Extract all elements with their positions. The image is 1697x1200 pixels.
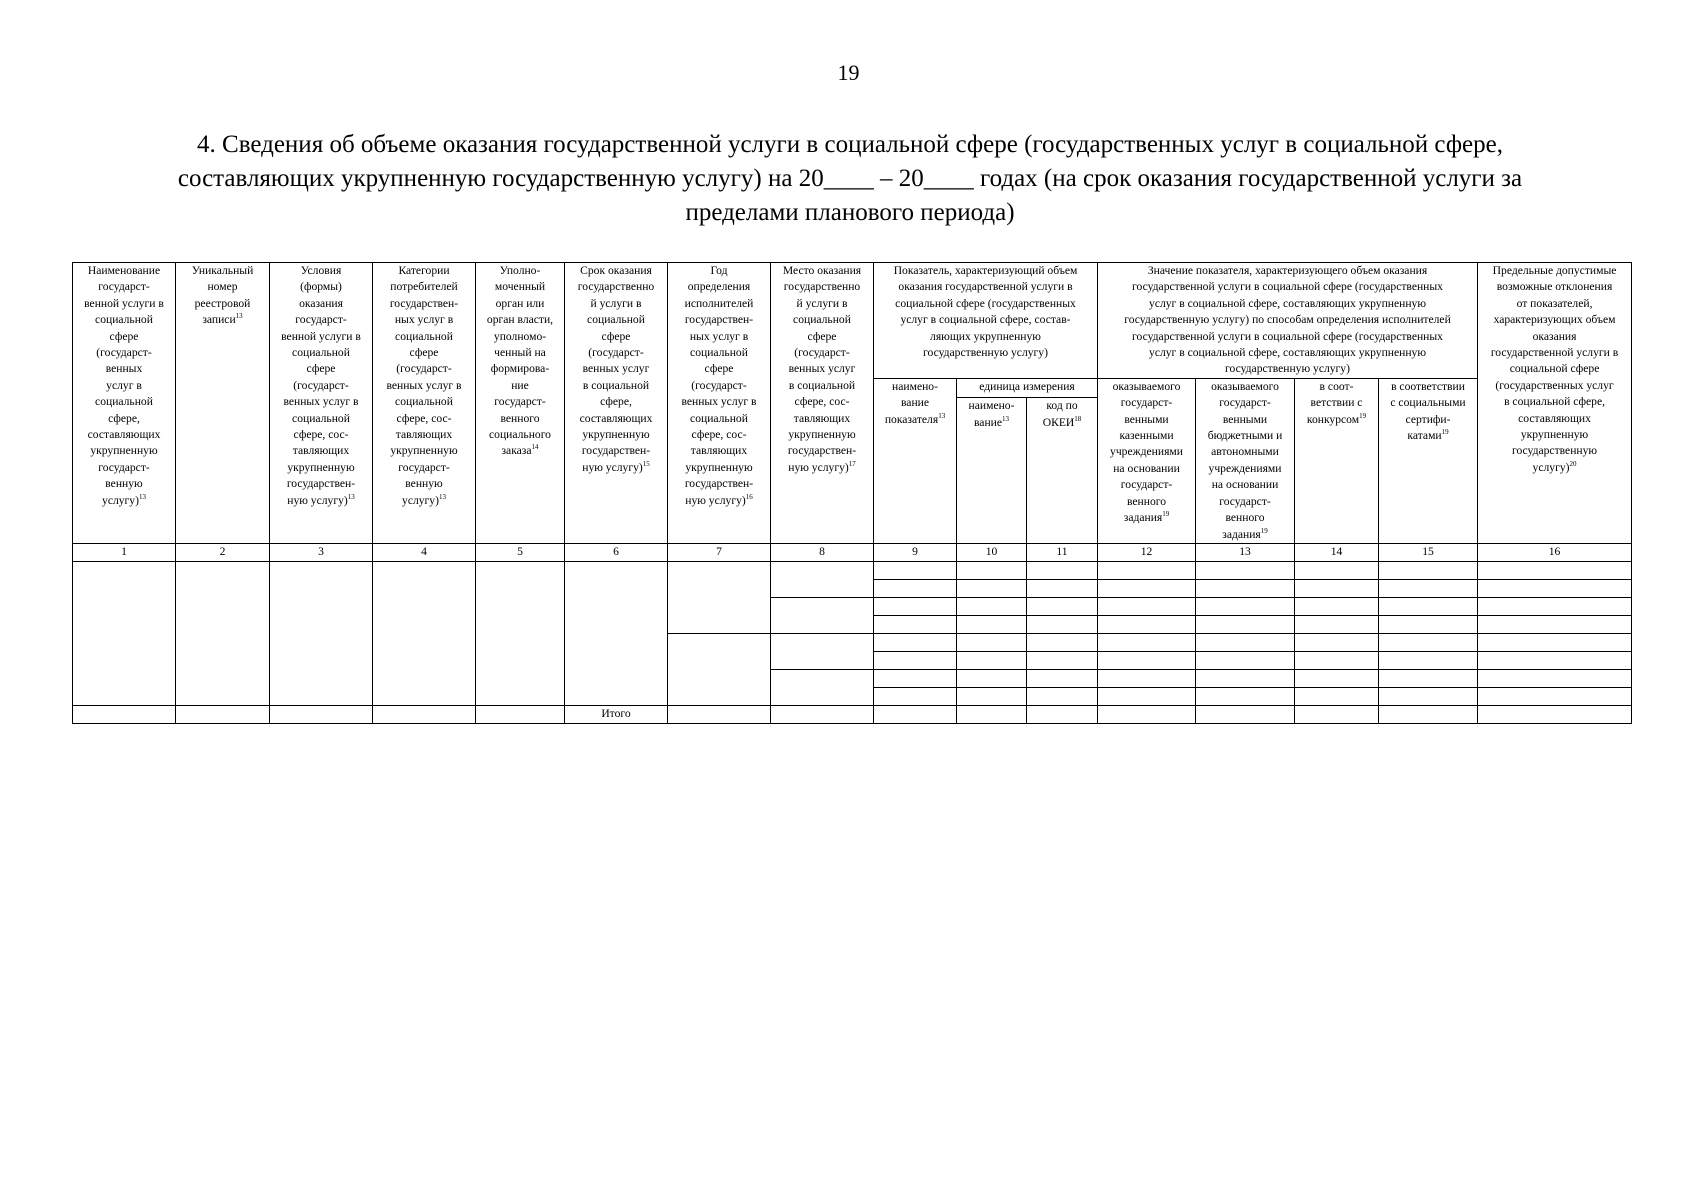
col-header-5: Уполно- моченный орган или орган власти, уполномо- ченный на формирова- ние государст- венного социального заказа$^{14}$ [476,263,565,544]
table-cell [1196,633,1295,651]
column-number: 11 [1027,543,1098,561]
col-header-13: оказываемого государст- венными бюджетными и автономными учреждениями на основании государст- венного задания$^{19}$ [1196,378,1295,543]
table-cell [1027,597,1098,615]
col-header-8: Место оказания государственно й услуги в социальной сфере (государст- венных услуг в социальной сфере, сос- тавляющих укрупненную государствен- ную услугу)$^{17}$ [771,263,874,544]
table-cell [874,687,957,705]
table-cell [1379,687,1478,705]
page-number: 19 [837,60,860,85]
col-header-3: Условия (формы) оказания государст- венной услуги в социальной сфере (государст- венных услуг в социальной сфере, сос- тавляющих укрупненную государствен- ную услугу)$^{13}$ [270,263,373,544]
table-cell [1295,597,1379,615]
table-cell [1379,561,1478,579]
table-cell [957,579,1027,597]
col-header-4: Категории потребителей государствен- ных услуг в социальной сфере (государст- венных услуг в социальной сфере, сос- тавляющих укрупненную государст- венную услугу)$^{13}$ [373,263,476,544]
table-cell [1196,705,1295,723]
table-cell [373,561,476,705]
group-header-indicator: Показатель, характеризующий объем оказания государственной услуги в социальной сфере (государственных услуг в социальной сфере, состав- ляющих укрупненную государственную услугу) [874,263,1098,379]
table-cell [874,669,957,687]
total-row [73,705,1632,723]
table-cell [1027,669,1098,687]
table-cell [1196,615,1295,633]
table-row [73,561,1632,579]
table-cell [1196,687,1295,705]
table-cell [1027,687,1098,705]
table-cell [668,705,771,723]
table-cell [957,615,1027,633]
section-title: 4. Сведения об объеме оказания государственной услуги в социальной сфере (государственных услуг в социальной сфере, составляющих укрупненную государственную услугу) на 20____ – 20____ годах (на срок оказания государственной услуги за пределами планового периода) [177,131,1523,226]
total-label: Итого [565,705,668,723]
table-cell [1478,615,1632,633]
table-cell [771,705,874,723]
table-cell [957,705,1027,723]
table-cell [1295,651,1379,669]
table-cell [874,579,957,597]
col-header-16: Предельные допустимые возможные отклонения от показателей, характеризующих объем оказания государственной услуги в социальной сфере (государственных услуг в социальной сфере, составляющих укрупненную государственную услугу)$^{20}$ [1478,263,1632,544]
column-number: 15 [1379,543,1478,561]
table-cell [73,561,176,705]
table-cell [1196,597,1295,615]
col-header-1: Наименование государст- венной услуги в социальной сфере (государст- венных услуг в социальной сфере, составляющих укрупненную государст- венную услугу)$^{13}$ [73,263,176,544]
column-number: 5 [476,543,565,561]
table-cell [771,561,874,597]
table-cell [270,705,373,723]
table-cell [874,561,957,579]
col-header-2: Уникальный номер реестровой записи$^{13}$ [176,263,270,544]
column-number: 1 [73,543,176,561]
table-cell [565,561,668,705]
column-number: 14 [1295,543,1379,561]
table-cell [1295,561,1379,579]
table-cell [1295,615,1379,633]
col-header-12: оказываемого государст- венными казенными учреждениями на основании государст- венного задания$^{19}$ [1098,378,1196,543]
table-cell [176,705,270,723]
table-cell [1478,561,1632,579]
table-cell [476,705,565,723]
table-cell [1196,651,1295,669]
table-cell [668,633,771,705]
table-cell [1379,651,1478,669]
table-cell [1027,561,1098,579]
column-number: 9 [874,543,957,561]
table-cell [874,597,957,615]
table-cell [1478,705,1632,723]
column-number: 4 [373,543,476,561]
table-cell [270,561,373,705]
table-cell [771,633,874,669]
table-cell [1478,651,1632,669]
table-cell [1295,579,1379,597]
table-cell [957,687,1027,705]
table-cell [1027,615,1098,633]
col-header-7: Год определения исполнителей государствен- ных услуг в социальной сфере (государст- венных услуг в социальной сфере, сос- тавляющих укрупненную государствен- ную услугу)$^{16}$ [668,263,771,544]
table-cell [1379,615,1478,633]
column-number: 2 [176,543,270,561]
table-cell [957,561,1027,579]
table-cell [1379,669,1478,687]
table-cell [1478,669,1632,687]
col-header-11: код по ОКЕИ$^{18}$ [1027,398,1098,544]
table-cell [1098,705,1196,723]
table-cell [1098,633,1196,651]
group-header-value: Значение показателя, характеризующего объем оказания государственной услуги в социальной сфере (государственных услуг в социальной сфере, составляющих укрупненную государственную услугу) по способам определения исполнителей государственной услуги в социальной сфере (государственных услуг в социальной сфере, составляющих укрупненную государственную услугу) [1098,263,1478,379]
table-cell [1295,633,1379,651]
column-number: 16 [1478,543,1632,561]
table-cell [1027,651,1098,669]
column-number-row [73,543,1632,561]
table-cell [1027,705,1098,723]
header-row-1 [73,263,1632,379]
table-cell [1098,651,1196,669]
group-header-unit: единица измерения [957,378,1098,397]
column-number: 10 [957,543,1027,561]
table-cell [1478,687,1632,705]
table-cell [1478,597,1632,615]
table-cell [1295,705,1379,723]
column-number: 6 [565,543,668,561]
table-cell [1098,579,1196,597]
col-header-14: в соот- ветствии с конкурсом$^{19}$ [1295,378,1379,543]
table-cell [1478,579,1632,597]
table-cell [176,561,270,705]
table-cell [1027,633,1098,651]
col-header-6: Срок оказания государственно й услуги в социальной сфере (государст- венных услуг в социальной сфере, составляющих укрупненную государствен- ную услугу)$^{15}$ [565,263,668,544]
table-cell [957,633,1027,651]
table-cell [1379,579,1478,597]
col-header-9: наимено- вание показателя$^{13}$ [874,378,957,543]
table-cell [957,669,1027,687]
table-cell [1098,669,1196,687]
column-number: 12 [1098,543,1196,561]
table-cell [1379,705,1478,723]
column-number: 8 [771,543,874,561]
table-cell [1098,687,1196,705]
table-cell [1478,633,1632,651]
table-cell [874,615,957,633]
table-cell [373,705,476,723]
table-cell [1196,669,1295,687]
table-cell [73,705,176,723]
table-cell [1098,597,1196,615]
table-cell [1196,579,1295,597]
column-number: 3 [270,543,373,561]
table-cell [957,651,1027,669]
col-header-15: в соответствии с социальными сертифи- катами$^{19}$ [1379,378,1478,543]
table-cell [874,651,957,669]
column-number: 13 [1196,543,1295,561]
table-cell [874,705,957,723]
table-cell [771,669,874,705]
table-cell [874,633,957,651]
table-cell [668,561,771,633]
col-header-10: наимено- вание$^{13}$ [957,398,1027,544]
table-cell [771,597,874,633]
table-cell [1196,561,1295,579]
table-cell [1379,597,1478,615]
table-cell [1098,615,1196,633]
table-cell [1295,669,1379,687]
table-cell [476,561,565,705]
table-cell [1379,633,1478,651]
volume-table [72,262,1632,724]
column-number: 7 [668,543,771,561]
table-cell [957,597,1027,615]
table-cell [1027,579,1098,597]
table-cell [1098,561,1196,579]
table-cell [1295,687,1379,705]
